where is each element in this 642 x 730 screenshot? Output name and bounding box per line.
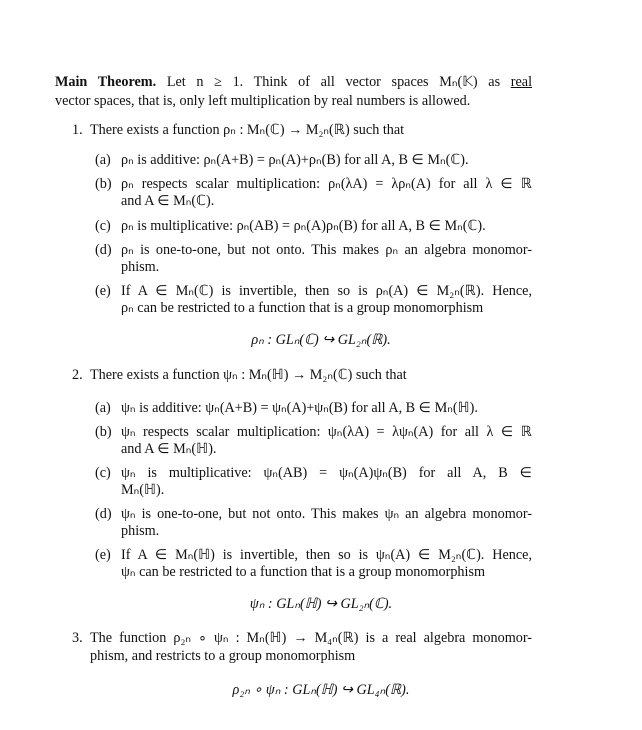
subitem-text: ψₙ respects scalar multiplication: ψₙ(λA) = λψₙ(A) for all λ ∈ ℝ [121, 424, 532, 440]
display-equation: ρₙ : GLₙ(ℂ) ↪ GL₂ₙ(ℝ). [251, 332, 391, 348]
theorem-heading: Main Theorem. [55, 74, 157, 90]
subitem-label: (d) [95, 506, 112, 522]
item-text: The function ρ₂ₙ ∘ ψₙ : Mₙ(ℍ) → M₄ₙ(ℝ) is a real algebra monomor- [90, 630, 532, 646]
subitem-label: (b) [95, 424, 112, 440]
item-text: phism, and restricts to a group monomorphism [90, 648, 356, 664]
subitem-label: (c) [95, 465, 111, 481]
subitem-text: ψₙ is multiplicative: ψₙ(AB) = ψₙ(A)ψₙ(B) for all A, B ∈ [121, 465, 532, 481]
item-intro: There exists a function ψₙ : Mₙ(ℍ) → M₂ₙ(ℂ) such that [90, 367, 407, 383]
subitem-text: phism. [121, 259, 160, 275]
theorem-text: Let n ≥ 1. Think of all vector spaces Mₙ(𝕂) as [166, 74, 501, 90]
subitem-text: If A ∈ Mₙ(ℍ) is invertible, then so is ψₙ(A) ∈ M₂ₙ(ℂ). Hence, [121, 547, 532, 563]
subitem-label: (b) [95, 176, 112, 192]
subitem-text: ρₙ can be restricted to a function that is a group monomorphism [121, 300, 484, 316]
item-intro: There exists a function ρₙ : Mₙ(ℂ) → M₂ₙ(ℝ) such that [90, 122, 405, 138]
underlined-word: real [510, 74, 533, 90]
subitem-label: (a) [95, 152, 111, 168]
subitem-text: If A ∈ Mₙ(ℂ) is invertible, then so is ρₙ(A) ∈ M₂ₙ(ℝ). Hence, [121, 283, 532, 299]
subitem-label: (d) [95, 242, 112, 258]
subitem-label: (c) [95, 218, 111, 234]
subitem-text: ψₙ can be restricted to a function that is a group monomorphism [121, 564, 486, 580]
subitem-text: and A ∈ Mₙ(ℂ). [121, 193, 215, 209]
subitem-label: (e) [95, 283, 111, 299]
subitem-text: ρₙ respects scalar multiplication: ρₙ(λA) = λρₙ(A) for all λ ∈ ℝ [121, 176, 532, 192]
subitem-text: ρₙ is multiplicative: ρₙ(AB) = ρₙ(A)ρₙ(B) for all A, B ∈ Mₙ(ℂ). [121, 218, 486, 234]
display-equation: ψₙ : GLₙ(ℍ) ↪ GL₂ₙ(ℂ). [249, 596, 393, 612]
theorem-line-2: vector spaces, that is, only left multiplication by real numbers is allowed. [55, 93, 471, 109]
subitem-text: ρₙ is one-to-one, but not onto. This makes ρₙ an algebra monomor- [121, 242, 532, 258]
display-equation: ρ₂ₙ ∘ ψₙ : GLₙ(ℍ) ↪ GL₄ₙ(ℝ). [232, 682, 410, 698]
subitem-label: (a) [95, 400, 111, 416]
subitem-text: ψₙ is one-to-one, but not onto. This makes ψₙ an algebra monomor- [121, 506, 532, 522]
item-number: 1. [72, 122, 83, 138]
theorem-line-1 [55, 73, 532, 91]
item-number: 3. [72, 630, 83, 646]
subitem-text: and A ∈ Mₙ(ℍ). [121, 441, 217, 457]
item-number: 2. [72, 367, 83, 383]
subitem-text: ψₙ is additive: ψₙ(A+B) = ψₙ(A)+ψₙ(B) for all A, B ∈ Mₙ(ℍ). [121, 400, 478, 416]
subitem-label: (e) [95, 547, 111, 563]
subitem-text: Mₙ(ℍ). [121, 482, 165, 498]
subitem-text: phism. [121, 523, 160, 539]
subitem-text: ρₙ is additive: ρₙ(A+B) = ρₙ(A)+ρₙ(B) for all A, B ∈ Mₙ(ℂ). [121, 152, 469, 168]
